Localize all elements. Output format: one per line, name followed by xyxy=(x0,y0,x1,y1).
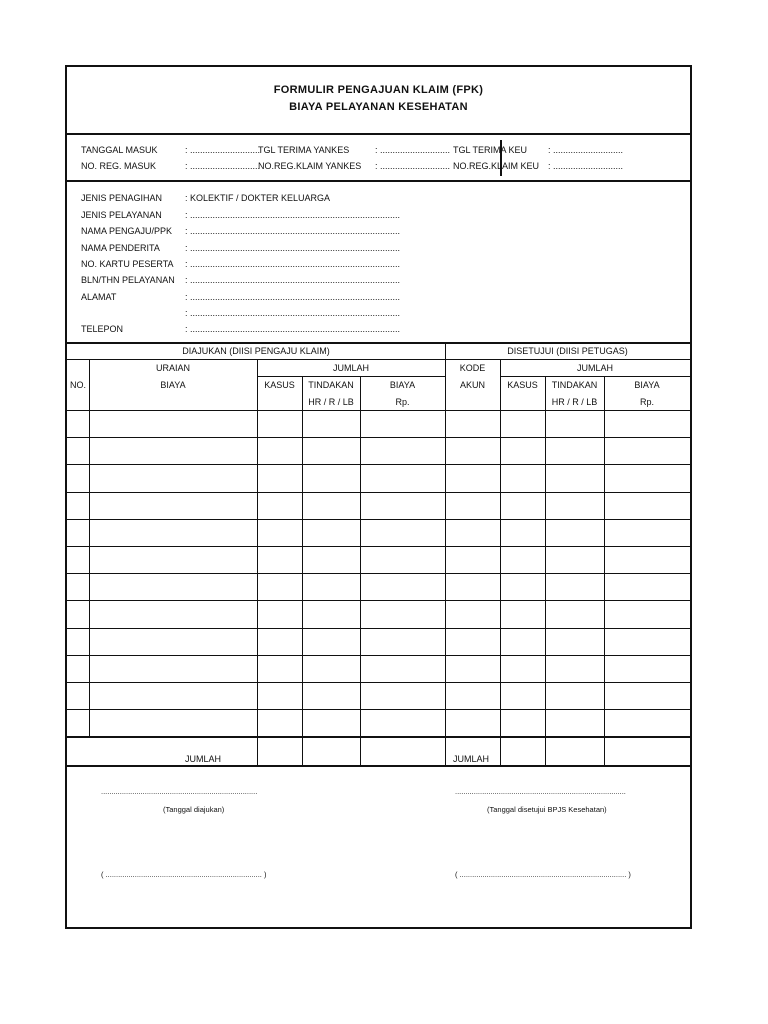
nama-penderita-field[interactable]: : .................................................................................... xyxy=(185,243,401,253)
tanggal-masuk-label: TANGGAL MASUK xyxy=(81,145,158,155)
jumlah-header-left: JUMLAH xyxy=(332,363,369,373)
telepon-field[interactable]: : .................................................................................... xyxy=(185,324,401,334)
table-line xyxy=(67,765,690,767)
column-line xyxy=(545,376,546,765)
alamat-label: ALAMAT xyxy=(81,292,117,302)
table-row-line xyxy=(67,464,690,465)
jenis-pelayanan-label: JENIS PELAYANAN xyxy=(81,210,162,220)
table-line xyxy=(257,376,445,377)
no-reg-masuk-field[interactable]: : ............................ xyxy=(185,161,261,171)
table-line xyxy=(67,410,690,411)
column-line xyxy=(302,376,303,765)
form-title: FORMULIR PENGAJUAN KLAIM (FPK) xyxy=(273,84,484,96)
alamat-field-1[interactable]: : .................................................................................... xyxy=(185,292,401,302)
jenis-penagihan-value: : KOLEKTIF / DOKTER KELUARGA xyxy=(185,193,331,203)
table-line xyxy=(500,376,690,377)
disetujui-header: DISETUJUI (DIISI PETUGAS) xyxy=(507,346,628,356)
signature-name-right[interactable]: ( ................................................................................ ) xyxy=(455,870,631,879)
tgl-terima-keu-field[interactable]: : ............................ xyxy=(548,145,624,155)
table-row-line xyxy=(67,682,690,683)
no-reg-klaim-yankes-field[interactable]: : ............................ xyxy=(375,161,451,171)
jumlah-total-right: JUMLAH xyxy=(453,754,490,764)
bln-thn-label: BLN/THN PELAYANAN xyxy=(81,275,175,285)
divider xyxy=(67,342,690,344)
tanggal-masuk-field[interactable]: : ............................ xyxy=(185,145,261,155)
column-line xyxy=(360,376,361,765)
no-reg-klaim-keu-field[interactable]: : ............................ xyxy=(548,161,624,171)
nama-pengaju-field[interactable]: : .................................................................................... xyxy=(185,226,401,236)
column-line xyxy=(604,376,605,765)
tgl-terima-yankes-label: TGL TERIMA YANKES xyxy=(258,145,350,155)
table-line xyxy=(67,359,690,360)
no-reg-klaim-keu-label: NO.REG.KLAIM KEU xyxy=(453,161,540,171)
bln-thn-field[interactable]: : .................................................................................... xyxy=(185,275,401,285)
biaya-header: BIAYA xyxy=(160,380,186,390)
form-subtitle: BIAYA PELAYANAN KESEHATAN xyxy=(289,101,468,113)
column-line xyxy=(500,359,501,765)
kasus-header-left: KASUS xyxy=(264,380,295,390)
nama-penderita-label: NAMA PENDERITA xyxy=(81,243,160,253)
akun-header: AKUN xyxy=(459,380,485,390)
no-reg-masuk-label: NO. REG. MASUK xyxy=(81,161,157,171)
tindakan-header-right: TINDAKAN xyxy=(551,380,598,390)
hr-r-lb-left: HR / R / LB xyxy=(308,397,354,407)
table-row-line xyxy=(67,546,690,547)
jumlah-total-left: JUMLAH xyxy=(185,754,222,764)
hr-r-lb-right: HR / R / LB xyxy=(551,397,598,407)
rp-right: Rp. xyxy=(639,397,654,407)
no-kartu-field[interactable]: : .................................................................................... xyxy=(185,259,401,269)
jenis-penagihan-label: JENIS PENAGIHAN xyxy=(81,193,163,203)
diajukan-header: DIAJUKAN (DIISI PENGAJU KLAIM) xyxy=(182,346,330,356)
jumlah-header-right: JUMLAH xyxy=(576,363,613,373)
no-reg-klaim-yankes-label: NO.REG.KLAIM YANKES xyxy=(258,161,362,171)
biaya-header-right: BIAYA xyxy=(634,380,660,390)
jenis-pelayanan-field[interactable]: : .................................................................................... xyxy=(185,210,401,220)
table-row-line xyxy=(67,492,690,493)
tgl-terima-keu-label: TGL TERIMA KEU xyxy=(453,145,528,155)
table-row-line xyxy=(67,573,690,574)
signature-date-line-right[interactable]: .................................................................................. xyxy=(455,787,626,796)
column-line xyxy=(257,359,258,765)
tanggal-disetujui-caption: (Tanggal disetujui BPJS Kesehatan) xyxy=(487,805,607,814)
table-row-line xyxy=(67,437,690,438)
table-row-line xyxy=(67,628,690,629)
signature-date-line-left[interactable]: ........................................................................... xyxy=(101,787,258,796)
alamat-field-2[interactable]: : .................................................................................... xyxy=(185,308,401,318)
cursor-mark xyxy=(500,140,502,176)
table-row-line xyxy=(67,709,690,710)
tgl-terima-yankes-field[interactable]: : ............................ xyxy=(375,145,451,155)
signature-name-left[interactable]: ( ........................................................................... ) xyxy=(101,870,267,879)
divider xyxy=(67,180,690,182)
table-row-line xyxy=(67,655,690,656)
biaya-header-left: BIAYA xyxy=(389,380,416,390)
divider xyxy=(67,133,690,135)
telepon-label: TELEPON xyxy=(81,324,124,334)
column-line xyxy=(445,342,446,765)
no-header: NO. xyxy=(69,380,86,390)
table-row-line xyxy=(67,519,690,520)
kode-header: KODE xyxy=(459,363,486,373)
rp-left: Rp. xyxy=(395,397,410,407)
uraian-header: URAIAN xyxy=(155,363,190,373)
nama-pengaju-label: NAMA PENGAJU/PPK xyxy=(81,226,173,236)
tindakan-header-left: TINDAKAN xyxy=(308,380,354,390)
tanggal-diajukan-caption: (Tanggal diajukan) xyxy=(163,805,225,814)
kasus-header-right: KASUS xyxy=(507,380,538,390)
no-kartu-label: NO. KARTU PESERTA xyxy=(81,259,174,269)
table-row-line xyxy=(67,600,690,601)
form-frame xyxy=(65,65,692,929)
column-line xyxy=(89,359,90,736)
table-row-line xyxy=(67,736,690,738)
